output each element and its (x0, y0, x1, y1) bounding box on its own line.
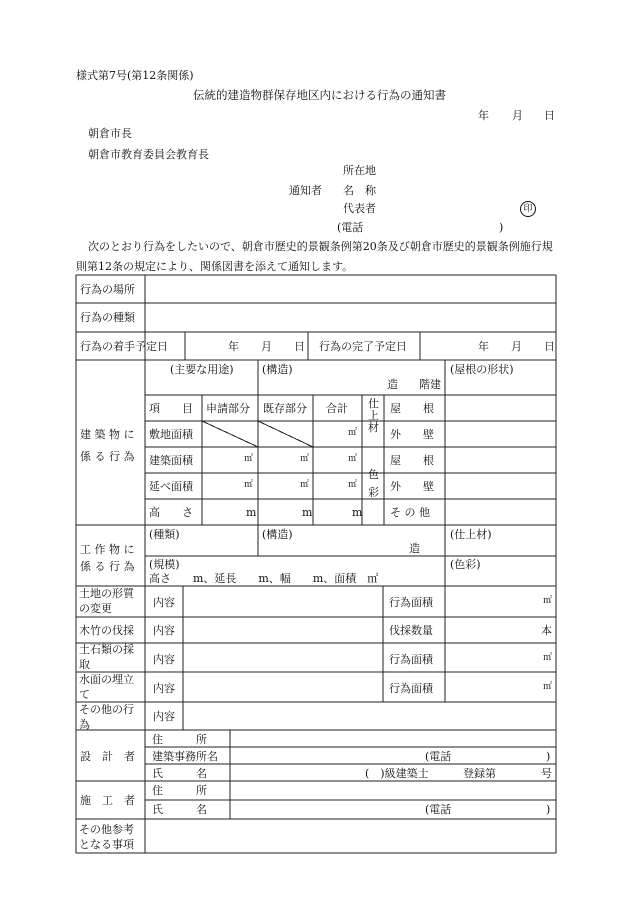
notifier-phone-label: (電話 (337, 221, 364, 234)
col-applied: 申請部分 (206, 402, 250, 415)
finish-material-label: 仕上材 (368, 397, 379, 434)
building-roof-shape: (屋根の形状) (450, 363, 514, 376)
structure-work-scale: (規模) (149, 558, 180, 571)
building-label-2: 係 る 行 為 (80, 450, 135, 463)
designer-architect-class: ( )級建築士 (365, 767, 429, 780)
intro-line-2: 則第12条の規定により、関係図書を添えて通知します。 (76, 260, 354, 273)
stone-extraction-content: 内容 (153, 653, 175, 666)
stone-extraction-area-unit: ㎡ (543, 653, 553, 663)
floor-area-label: 延べ面積 (149, 480, 193, 493)
notifier-name-label: 名 称 (343, 184, 376, 197)
floor-area-total-unit: ㎡ (348, 480, 358, 490)
structure-work-kind: (種類) (149, 528, 180, 541)
header-day: 日 (544, 109, 555, 122)
label-end-date: 行為の完了予定日 (319, 340, 407, 353)
finish-wall-label: 外 壁 (390, 428, 434, 441)
label-type: 行為の種類 (80, 311, 135, 324)
building-floors-unit: 階建 (419, 378, 441, 391)
other-act-content: 内容 (153, 710, 175, 723)
label-place: 行為の場所 (80, 283, 135, 296)
water-reclaim-label-2: て (79, 688, 90, 701)
end-month: 月 (511, 340, 522, 353)
floor-area-existing-unit: ㎡ (300, 480, 310, 490)
start-year: 年 (228, 340, 239, 353)
document-title: 伝統的建造物群保存地区内における行為の通知書 (193, 88, 446, 102)
notifier-representative-label: 代表者 (343, 202, 376, 215)
building-area-label: 建築面積 (149, 454, 193, 467)
building-area-total-unit: ㎡ (348, 454, 358, 464)
land-change-area-unit: ㎡ (543, 596, 553, 606)
building-area-existing-unit: ㎡ (300, 454, 310, 464)
building-structure: (構造) (262, 363, 293, 376)
other-act-label-2: 為 (79, 718, 90, 731)
color-other-label: そ の 他 (390, 506, 430, 519)
designer-label: 設 計 者 (80, 750, 135, 763)
start-day: 日 (294, 340, 305, 353)
land-change-label-1: 土地の形質 (79, 587, 134, 600)
addressee-mayor: 朝倉市長 (88, 127, 132, 140)
end-year: 年 (478, 340, 489, 353)
stone-extraction-label-1: 土石類の採 (79, 643, 134, 656)
height-existing-unit: m (302, 506, 313, 519)
land-change-area-label: 行為面積 (389, 596, 433, 609)
water-reclaim-label-1: 水面の埋立 (79, 673, 134, 686)
building-main-use: (主要な用途) (170, 363, 234, 376)
structure-work-structure: (構造) (262, 528, 293, 541)
col-item: 項 目 (149, 402, 193, 415)
water-reclaim-content: 内容 (153, 682, 175, 695)
water-reclaim-area-label: 行為面積 (389, 682, 433, 695)
designer-registration-unit: 号 (541, 767, 552, 780)
stone-extraction-label-2: 取 (79, 658, 90, 671)
site-area-diagonal (258, 421, 313, 447)
intro-line-1: 次のとおり行為をしたいので、朝倉市歴史的景観条例第20条及び朝倉市歴史的景観条例施行規 (88, 240, 553, 253)
header-year: 年 (478, 109, 489, 122)
stone-extraction-area-label: 行為面積 (389, 653, 433, 666)
designer-registration-label: 登録第 (463, 767, 496, 780)
bamboo-felling-unit: 本 (541, 624, 552, 637)
water-reclaim-area-unit: ㎡ (543, 682, 553, 692)
contractor-name-label: 氏 名 (152, 803, 207, 816)
addressee-board: 朝倉市教育委員会教育長 (88, 148, 209, 161)
col-total: 合計 (326, 402, 348, 415)
designer-name-label: 氏 名 (152, 767, 207, 780)
form-number: 様式第7号(第12条関係) (76, 69, 194, 82)
finish-roof-label: 屋 根 (390, 402, 434, 415)
bamboo-felling-label: 木竹の伐採 (79, 624, 134, 637)
label-start-date: 行為の着手予定日 (80, 340, 168, 353)
structure-work-unit: 造 (409, 542, 420, 555)
structure-work-label-1: 工 作 物 に (80, 543, 135, 556)
height-total-unit: m (352, 506, 363, 519)
building-area-applied-unit: ㎡ (244, 454, 254, 464)
contractor-label: 施 工 者 (80, 794, 135, 807)
bamboo-felling-content: 内容 (153, 624, 175, 637)
site-area-total-unit: ㎡ (348, 428, 358, 438)
designer-address-label: 住 所 (152, 733, 207, 746)
remarks-label-1: その他参考 (79, 823, 134, 836)
color-label: 色彩 (368, 468, 379, 499)
notifier-phone-close: ) (499, 221, 504, 234)
site-area-label: 敷地面積 (149, 428, 193, 441)
land-change-content: 内容 (153, 596, 175, 609)
designer-office-label: 建築事務所名 (152, 750, 218, 763)
header-month: 月 (512, 109, 523, 122)
structure-work-color: (色彩) (450, 558, 481, 571)
contractor-address-label: 住 所 (152, 784, 207, 797)
other-act-label-1: その他の行 (79, 703, 134, 716)
notifier-label: 通知者 (289, 184, 322, 197)
color-roof-label: 屋 根 (390, 454, 434, 467)
designer-phone-close: ) (546, 750, 551, 763)
bamboo-felling-count-label: 伐採数量 (389, 624, 433, 637)
height-applied-unit: m (246, 506, 257, 519)
contractor-phone-label: (電話 (425, 803, 452, 816)
structure-work-finish: (仕上材) (450, 528, 492, 541)
col-existing: 既存部分 (263, 402, 307, 415)
contractor-phone-close: ) (546, 803, 551, 816)
height-label: 高 さ (149, 506, 193, 519)
notifier-address-label: 所在地 (343, 164, 376, 177)
land-change-label-2: の変更 (79, 602, 112, 615)
structure-work-scale-line: 高さ m、延長 m、幅 m、面積 ㎡ (149, 572, 379, 585)
color-wall-label: 外 壁 (390, 480, 434, 493)
floor-area-applied-unit: ㎡ (244, 480, 254, 490)
structure-work-label-2: 係 る 行 為 (80, 560, 135, 573)
building-structure-unit: 造 (387, 378, 398, 391)
seal-icon: 印 (520, 201, 536, 217)
designer-phone-label: (電話 (425, 750, 452, 763)
remarks-label-2: となる事項 (79, 838, 134, 851)
start-month: 月 (261, 340, 272, 353)
site-area-diagonal (202, 421, 258, 447)
end-day: 日 (544, 340, 555, 353)
building-label-1: 建 築 物 に (80, 428, 135, 441)
